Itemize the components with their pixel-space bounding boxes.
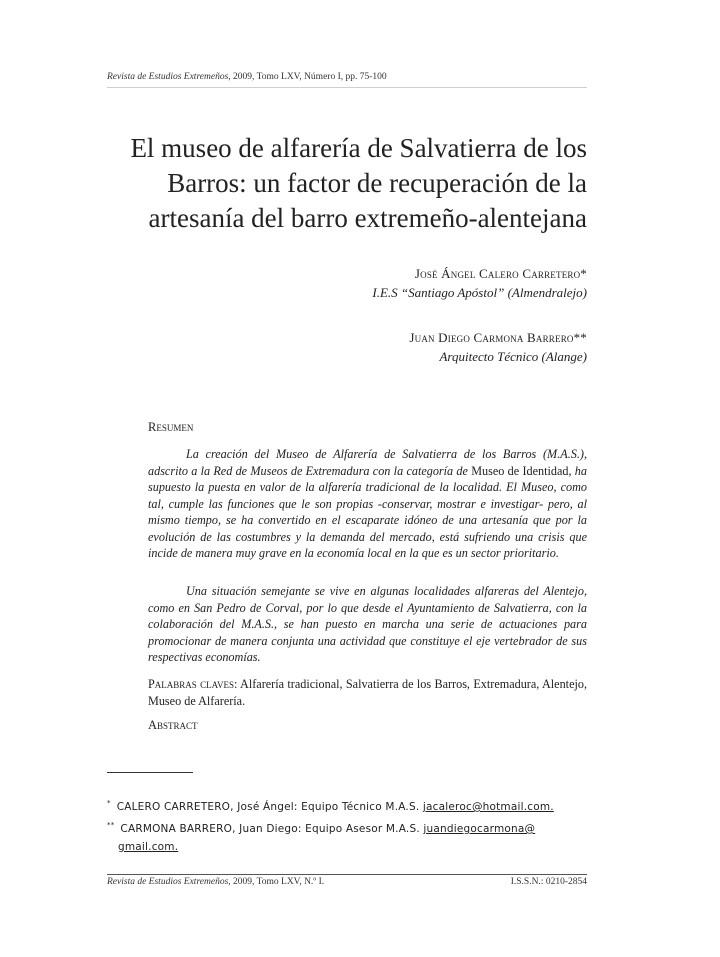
running-head: [107, 72, 587, 82]
email-link-continued[interactable]: gmail.com.: [118, 841, 179, 853]
running-head-details: 2009, Tomo LXV, Número I, pp. 75-100: [230, 72, 387, 82]
title-line: artesanía del barro extremeño-alentejana: [148, 203, 587, 233]
footnote-mark: *: [107, 799, 111, 807]
author-block-2: [409, 328, 587, 366]
keywords: [148, 676, 587, 709]
email-link[interactable]: jacaleroc@hotmail.com.: [422, 801, 554, 813]
title-line: Barros: un factor de recuperación de la: [167, 168, 587, 198]
header-rule: [107, 87, 587, 88]
footnote-2: [107, 821, 587, 856]
footer-journal: Revista de Estudios Extremeños,: [107, 877, 231, 887]
abstract-heading: Abstract: [148, 718, 198, 732]
footer-rule: [107, 874, 587, 875]
email-link[interactable]: juandiegocarmona@: [423, 823, 536, 835]
resumen-heading: Resumen: [148, 420, 194, 434]
keywords-label: Palabras claves:: [148, 677, 238, 691]
abstract-text: , ha supuesto la puesta en valor de la alfarería tradicional de la localidad. El Museo, como tal, cumple las funciones que le son propias -conservar, mostrar e investigar- pero, al mismo tiempo, se ha convertido en el escaparate idóneo de una artesanía que por la evolución de las costumbres y la demanda del mercado, está sufriendo una crisis que incide de manera muy grave en la economía local en la que es un sector prioritario.: [148, 463, 587, 560]
running-head-journal: Revista de Estudios Extremeños,: [107, 72, 231, 82]
author-affiliation: I.E.S “Santiago Apóstol” (Almendralejo): [372, 285, 587, 300]
abstract-paragraph-1: [148, 446, 587, 562]
footnote-1: [107, 799, 587, 817]
abstract-paragraph-2: Una situación semejante se vive en algunas localidades alfareras del Alentejo, como en San Pedro de Corval, por lo que desde el Ayuntamiento de Salvatierra, con la colaboración del M.A.S., se han puesto en marcha una serie de actuaciones para promocionar de manera conjunta una actividad que constituye el eje vertebrador de sus respectivas economías.: [148, 584, 587, 664]
footer-issn: I.S.S.N.: 0210-2854: [510, 877, 587, 887]
author-name: Juan Diego Carmona Barrero**: [409, 330, 587, 345]
keywords-list: Alfarería tradicional, Salvatierra de los Barros, Extremadura, Alentejo, Museo de Alfarería.: [148, 677, 588, 708]
author-block-1: [372, 264, 587, 302]
title-line: El museo de alfarería de Salvatierra de los: [130, 133, 587, 163]
footnote-rule: [107, 772, 193, 773]
footer-details: 2009, Tomo LXV, N.º I.: [230, 877, 325, 887]
article-title: [100, 131, 587, 236]
author-name: José Ángel Calero Carretero*: [414, 266, 587, 281]
museum-category: Museo de Identidad: [471, 463, 569, 478]
author-affiliation: Arquitecto Técnico (Alange): [439, 349, 587, 364]
footnote-text: CARMONA BARRERO, Juan Diego: Equipo Asesor M.A.S.: [120, 823, 424, 835]
abstract-text: La creación del Museo de Alfarería de Salvatierra de los Barros (M.A.S.), adscrito a la Red de Museos de Extremadura con la categoría de: [148, 447, 587, 478]
footnote-mark: **: [107, 821, 115, 829]
footnote-text: CALERO CARRETERO, José Ángel: Equipo Técnico M.A.S.: [116, 801, 423, 813]
page-footer: [107, 877, 587, 887]
